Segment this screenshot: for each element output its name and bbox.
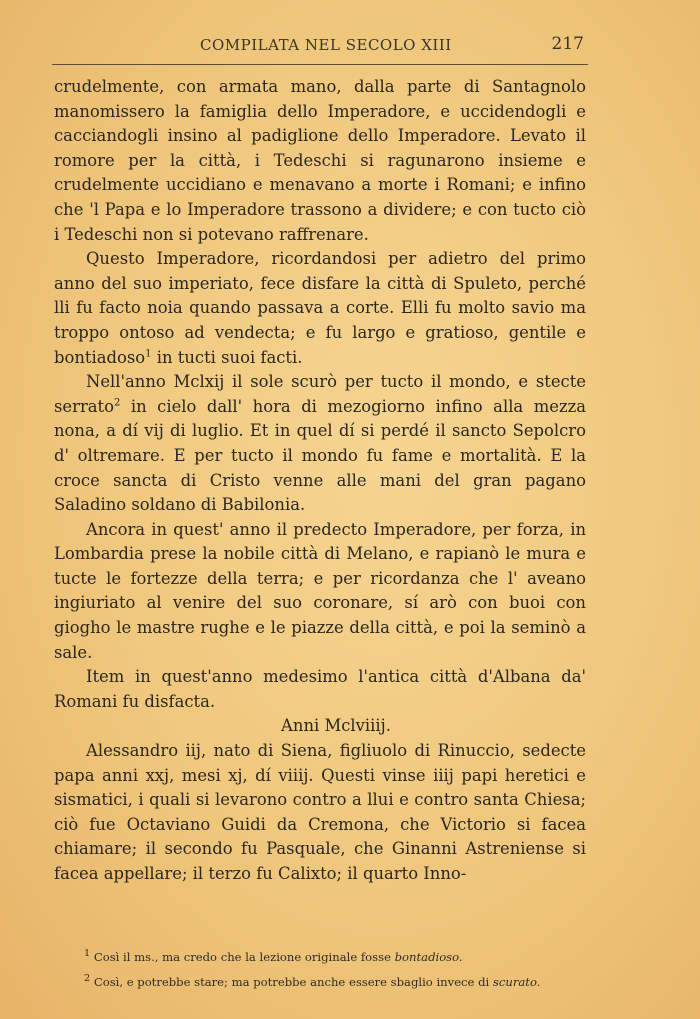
page-number: 217 bbox=[551, 34, 584, 54]
paragraph-eclipse-tail: in cielo dall' hora di mezogiorno infino alla mezza nona, a dí vij di luglio. Et in quel dí si perdé il sancto Sepolcro d' oltremare. E per tucto il mondo fu fame e mortalità. E la croce sancta di Cristo venne alle mani del gran pagano Saladino soldano di Babilonia. bbox=[54, 396, 586, 515]
header-rule bbox=[52, 64, 588, 65]
paragraph-emperor bbox=[54, 247, 586, 370]
footnote-2-text: Così, e potrebbe stare; ma potrebbe anche essere sbaglio invece di bbox=[93, 974, 490, 989]
footnote-2-mark: 2 bbox=[84, 972, 91, 984]
running-title: COMPILATA NEL SECOLO XIII bbox=[200, 36, 452, 54]
footnote-ref-1: 1 bbox=[145, 348, 152, 360]
paragraph-alessandro: Alessandro iij, nato di Siena, figliuolo di Rinuccio, sedecte papa anni xxj, mesi xj, dí viiij. Questi vinse iiij papi heretici e sismatici, i quali si levarono contro a llui e contro santa Chiesa; ciò fue Octaviano Guidi da Cremona, che Victorio si facea chiamare; il secondo fu Pasquale, che Ginanni Astreniense si facea appellare; il terzo fu Calixto; il quarto Inno- bbox=[54, 741, 586, 883]
paragraph-eclipse-text: Nell'anno Mclxij il sole scurò per tucto il mondo, e stecte serrato bbox=[54, 372, 586, 416]
main-text bbox=[54, 75, 586, 887]
paragraph-emperor-text: Questo Imperadore, ricordandosi per adietro del primo anno del suo imperiato, fece disfare la città di Spuleto, perché lli fu facto noia quando passava a corte. Elli fu molto savio ma troppo ontoso ad vendecta; e fu largo e gratioso, gentile e bontiadoso bbox=[54, 249, 586, 367]
footnote-1-italic: bontadioso. bbox=[394, 949, 463, 964]
page-header bbox=[52, 36, 588, 60]
footnote-1-text: Così il ms., ma credo che la lezione originale fosse bbox=[93, 949, 391, 964]
section-heading: Anni Mclviiij. bbox=[281, 716, 391, 736]
footnote-ref-2: 2 bbox=[114, 397, 121, 409]
paragraph-milan: Ancora in quest' anno il predecto Imperadore, per forza, in Lombardia prese la nobile città di Melano, e rapianò le mura e tucte le fortezze della terra; e per ricordanza che l' aveano ingiuriato al venire del suo coronare, sí arò con buoi con giogho le mastre rughe e le piazze della città, e poi la seminò a sale. bbox=[54, 519, 586, 662]
footnote-1-mark: 1 bbox=[84, 948, 91, 959]
paragraph-continuation: crudelmente, con armata mano, dalla parte di Santagnolo manomissero la famiglia dello Imperadore, e uccidendogli e cacciandogli insino al padiglione dello Imperadore. Levato il romore per la città, i Tedeschi si ragunarono insieme e crudelmente uccidiano e menavano a morte i Romani; e infino che 'l Papa e lo Imperadore trassono a dividere; e con tucto ciò i Tedeschi non si potevano raffrenare. bbox=[54, 77, 586, 244]
paragraph-eclipse bbox=[54, 370, 586, 518]
footnote-2 bbox=[84, 968, 594, 993]
footnotes bbox=[84, 943, 594, 993]
footnote-1 bbox=[84, 943, 594, 968]
paragraph-albana: Item in quest'anno medesimo l'antica città d'Albana da' Romani fu disfacta. bbox=[54, 667, 586, 711]
footnote-2-italic: scurato. bbox=[492, 974, 541, 989]
paragraph-emperor-tail: in tucti suoi facti. bbox=[151, 347, 303, 367]
